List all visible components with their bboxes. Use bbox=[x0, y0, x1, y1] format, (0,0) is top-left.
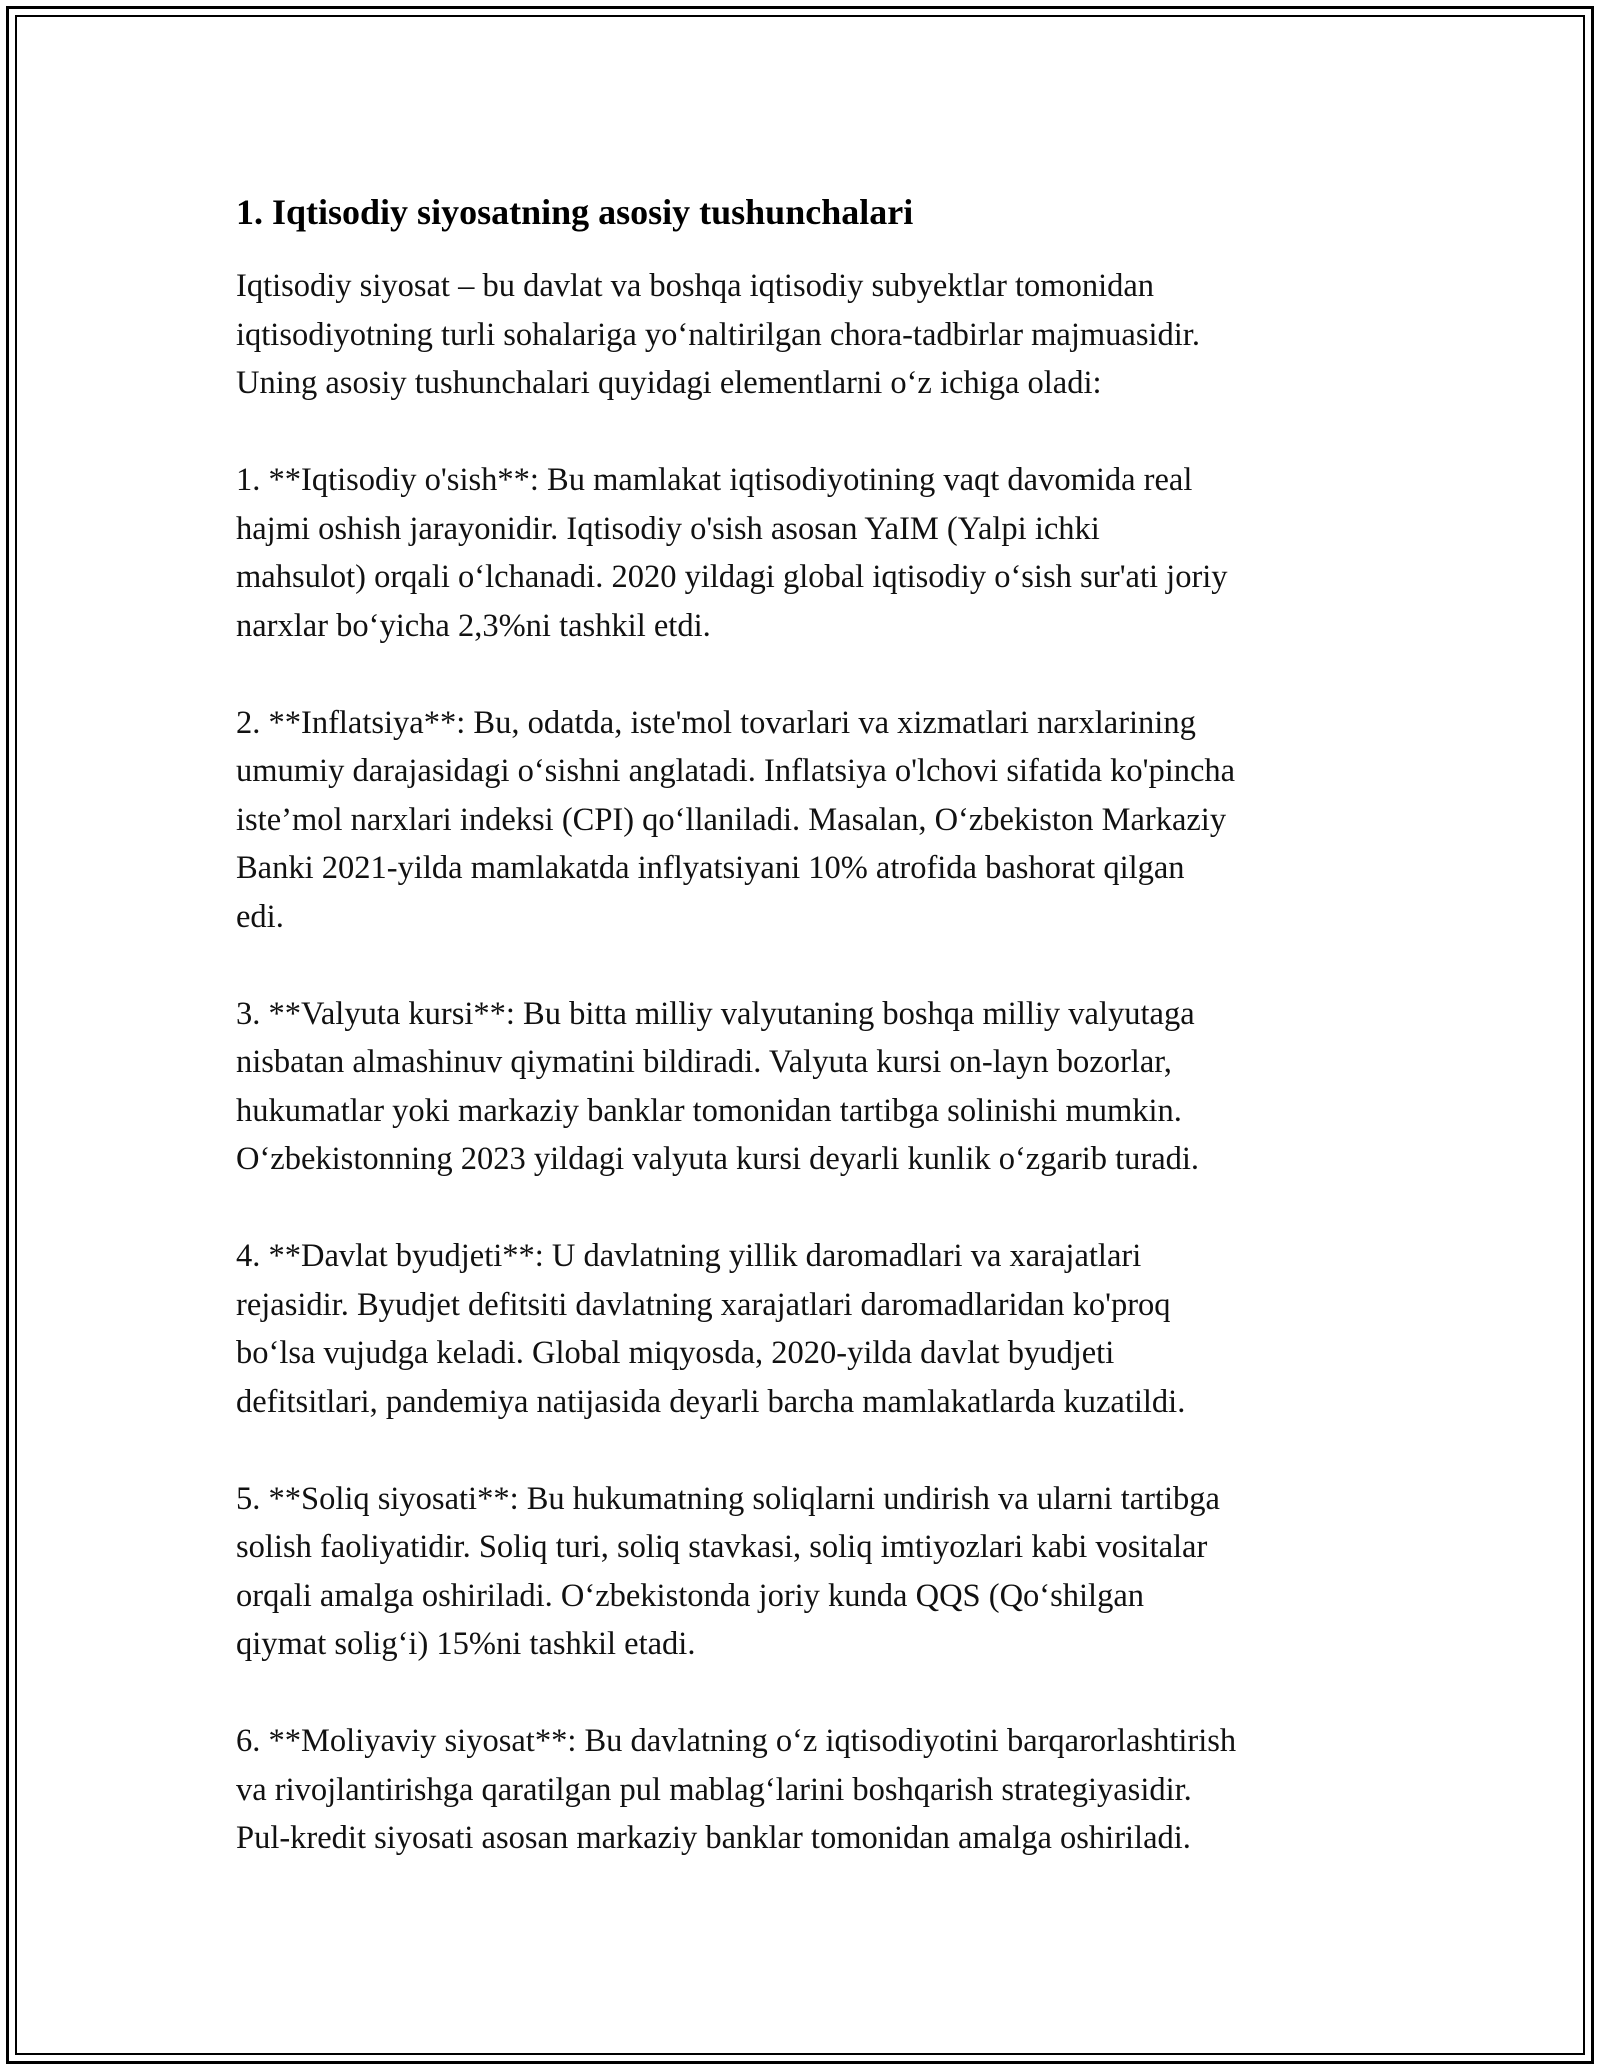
text-line: solish faoliyatidir. Soliq turi, soliq stavkasi, soliq imtiyozlari kabi vositalar bbox=[236, 1529, 1208, 1565]
text-line: iqtisodiyotning turli sohalariga yo‘naltirilgan chora-tadbirlar majmuasidir. bbox=[236, 316, 1200, 353]
text-line: hukumatlar yoki markaziy banklar tomonidan tartibga solinishi mumkin. bbox=[236, 1092, 1182, 1129]
text-line: Pul-kredit siyosati asosan markaziy banklar tomonidan amalga oshiriladi. bbox=[236, 1820, 1191, 1856]
item-economic-growth bbox=[236, 456, 1366, 650]
text-line: narxlar bo‘yicha 2,3%ni tashkil etdi. bbox=[236, 607, 711, 644]
text-line: 1. **Iqtisodiy o'sish**: Bu mamlakat iqtisodiyotining vaqt davomida real bbox=[236, 462, 1193, 498]
item-inflation bbox=[236, 699, 1366, 942]
text-line: nisbatan almashinuv qiymatini bildiradi. Valyuta kursi on-layn bozorlar, bbox=[236, 1044, 1172, 1080]
text-line: Uning asosiy tushunchalari quyidagi elementlarni o‘z ichiga oladi: bbox=[236, 365, 1102, 401]
text-line: edi. bbox=[236, 898, 284, 935]
text-line: 3. **Valyuta kursi**: Bu bitta milliy valyutaning boshqa milliy valyutaga bbox=[236, 995, 1195, 1032]
text-line: umumiy darajasidagi o‘sishni anglatadi. Inflatsiya o'lchovi sifatida ko'pincha bbox=[236, 753, 1236, 789]
text-line: iste’mol narxlari indeksi (CPI) qo‘llaniladi. Masalan, O‘zbekiston Markaziy bbox=[236, 801, 1227, 838]
text-line: defitsitlari, pandemiya natijasida deyarli barcha mamlakatlarda kuzatildi. bbox=[236, 1383, 1186, 1420]
text-line: va rivojlantirishga qaratilgan pul mablag‘larini boshqarish strategiyasidir. bbox=[236, 1771, 1192, 1808]
text-line: hajmi oshish jarayonidir. Iqtisodiy o'sish asosan YaIM (Yalpi ichki bbox=[236, 510, 1100, 547]
text-line: 6. **Moliyaviy siyosat**: Bu davlatning o‘z iqtisodiyotini barqarorlashtirish bbox=[236, 1723, 1237, 1759]
page-title: 1. Iqtisodiy siyosatning asosiy tushunchalari bbox=[236, 192, 914, 232]
text-line: 5. **Soliq siyosati**: Bu hukumatning soliqlarni undirish va ularni tartibga bbox=[236, 1480, 1220, 1517]
text-line: bo‘lsa vujudga keladi. Global miqyosda, 2020-yilda davlat byudjeti bbox=[236, 1335, 1115, 1371]
text-line: orqali amalga oshiriladi. O‘zbekistonda joriy kunda QQS (Qo‘shilgan bbox=[236, 1577, 1145, 1614]
text-line: Banki 2021-yilda mamlakatda inflyatsiyani 10% atrofida bashorat qilgan bbox=[236, 850, 1185, 886]
document-body bbox=[236, 190, 1366, 1911]
text-line: mahsulot) orqali o‘lchanadi. 2020 yildagi global iqtisodiy o‘sish sur'ati joriy bbox=[236, 559, 1228, 595]
text-line: rejasidir. Byudjet defitsiti davlatning xarajatlari daromadlaridan ko'proq bbox=[236, 1286, 1171, 1323]
item-state-budget bbox=[236, 1232, 1366, 1426]
text-line: O‘zbekistonning 2023 yildagi valyuta kursi deyarli kunlik o‘zgarib turadi. bbox=[236, 1141, 1200, 1177]
item-financial-policy bbox=[236, 1717, 1366, 1863]
item-exchange-rate bbox=[236, 990, 1366, 1184]
text-line: 4. **Davlat byudjeti**: U davlatning yillik daromadlari va xarajatlari bbox=[236, 1238, 1142, 1274]
item-tax-policy bbox=[236, 1475, 1366, 1669]
text-line: qiymat solig‘i) 15%ni tashkil etadi. bbox=[236, 1626, 696, 1662]
text-line: 2. **Inflatsiya**: Bu, odatda, iste'mol tovarlari va xizmatlari narxlarining bbox=[236, 704, 1196, 741]
text-line: Iqtisodiy siyosat – bu davlat va boshqa iqtisodiy subyektlar tomonidan bbox=[236, 268, 1155, 304]
intro-paragraph bbox=[236, 262, 1366, 408]
